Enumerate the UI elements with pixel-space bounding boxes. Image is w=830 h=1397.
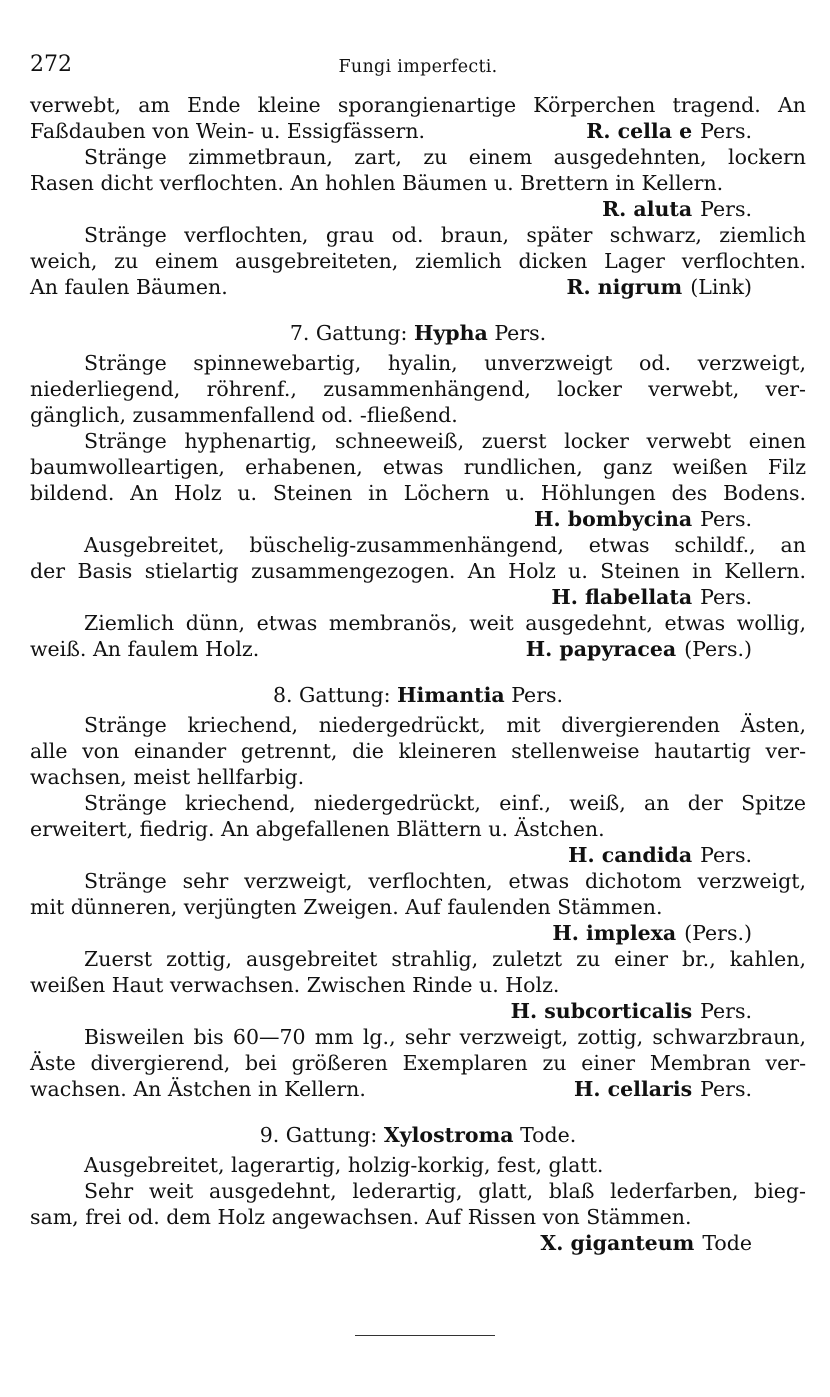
text-line: erweitert, fiedrig. An abgefallenen Blättern u. Ästchen. (30, 817, 605, 841)
species-name: H. papyracea (525, 637, 677, 661)
species-name: R. aluta (602, 197, 693, 221)
text-line: Stränge hyphenartig, schneeweiß, zuerst locker verwebt einen (84, 429, 806, 453)
text-line: mit dünneren, verjüngten Zweigen. Auf faulenden Stämmen. (30, 895, 663, 919)
text-line: bildend. An Holz u. Steinen in Löchern u. Höhlungen des Bodens. (30, 481, 806, 505)
species-name: H. flabellata (551, 585, 693, 609)
species-author: Pers. (700, 843, 752, 867)
genus-number: 8. Gattung: (272, 683, 391, 707)
species-name: H. candida (568, 843, 693, 867)
species-author: (Pers.) (684, 921, 752, 945)
species-author: Pers. (700, 585, 752, 609)
species-line (30, 1230, 806, 1256)
genus-number: 9. Gattung: (259, 1123, 378, 1147)
species-name: H. cellaris (574, 1077, 693, 1101)
species-line (30, 920, 806, 946)
genus-author: Tode. (520, 1123, 577, 1147)
text-line: Zuerst zottig, ausgebreitet strahlig, zuletzt zu einer br., kahlen, (84, 947, 806, 971)
text-line: Sehr weit ausgedehnt, lederartig, glatt, blaß lederfarben, bieg- (84, 1179, 806, 1203)
genus-heading (30, 320, 806, 346)
text-line: sam, frei od. dem Holz angewachsen. Auf Rissen von Stämmen. (30, 1205, 692, 1229)
species-author: (Pers.) (684, 637, 752, 661)
text-line: Stränge zimmetbraun, zart, zu einem ausgedehnten, lockern (84, 145, 806, 169)
text-line: Stränge verflochten, grau od. braun, später schwarz, ziemlich (84, 223, 806, 247)
text-line: Äste divergierend, bei größeren Exemplaren zu einer Membran ver- (30, 1051, 806, 1075)
text-line: Stränge spinnewebartig, hyalin, unverzweigt od. verzweigt, (84, 351, 806, 375)
species-name: H. bombycina (534, 507, 693, 531)
text-line: Stränge sehr verzweigt, verflochten, etwas dichotom verzweigt, (84, 869, 806, 893)
text-line: Stränge kriechend, niedergedrückt, mit divergierenden Ästen, (84, 713, 806, 737)
species-author: Tode (702, 1231, 752, 1255)
genus-name: Xylostroma (383, 1123, 514, 1147)
text-line: Ziemlich dünn, etwas membranös, weit ausgedehnt, etwas wollig, (84, 611, 806, 635)
text-line: niederliegend, röhrenf., zusammenhängend, locker verwebt, ver- (30, 377, 806, 401)
species-author: (Link) (690, 275, 752, 299)
species-line (30, 118, 806, 144)
genus-heading (30, 682, 806, 708)
text-line: baumwolleartigen, erhabenen, etwas rundlichen, ganz weißen Filz (30, 455, 806, 479)
text-line: Ausgebreitet, büschelig-zusammenhängend, etwas schildf., an (84, 533, 806, 557)
page (30, 52, 806, 1256)
species-name: H. subcorticalis (510, 999, 693, 1023)
genus-name: Himantia (397, 683, 505, 707)
text-line: alle von einander getrennt, die kleineren stellenweise hautartig ver- (30, 739, 806, 763)
text-line: gänglich, zusammenfallend od. -fließend. (30, 403, 458, 427)
genus-name: Hypha (413, 321, 488, 345)
text-line: weich, zu einem ausgebreiteten, ziemlich dicken Lager verflochten. (30, 249, 806, 273)
text-line: weiß. An faulem Holz. (30, 637, 260, 661)
species-line (30, 842, 806, 868)
species-author: Pers. (700, 119, 752, 143)
species-author: Pers. (700, 999, 752, 1023)
text-line: Faßdauben von Wein- u. Essigfässern. (30, 119, 426, 143)
genus-number: 7. Gattung: (289, 321, 408, 345)
text-line: An faulen Bäumen. (30, 275, 228, 299)
text-line: Stränge kriechend, niedergedrückt, einf., weiß, an der Spitze (84, 791, 806, 815)
species-line (30, 274, 806, 300)
species-line (30, 636, 806, 662)
page-number: 272 (30, 52, 72, 77)
species-author: Pers. (700, 197, 752, 221)
text-line: wachsen. An Ästchen in Kellern. (30, 1077, 366, 1101)
species-line (30, 1076, 806, 1102)
text-line: weißen Haut verwachsen. Zwischen Rinde u. Holz. (30, 973, 560, 997)
text-line: der Basis stielartig zusammengezogen. An Holz u. Steinen in Kellern. (30, 559, 806, 583)
text-line: Bisweilen bis 60—70 mm lg., sehr verzweigt, zottig, schwarzbraun, (84, 1025, 806, 1049)
species-author: Pers. (700, 1077, 752, 1101)
species-name: X. giganteum (540, 1231, 695, 1255)
species-line (30, 584, 806, 610)
genus-author: Pers. (494, 321, 547, 345)
species-line (30, 196, 806, 222)
species-name: H. implexa (552, 921, 677, 945)
text-line: wachsen, meist hellfarbig. (30, 765, 305, 789)
text-line: Rasen dicht verflochten. An hohlen Bäumen u. Brettern in Kellern. (30, 171, 724, 195)
species-author: Pers. (700, 507, 752, 531)
genus-author: Pers. (511, 683, 564, 707)
species-line (30, 998, 806, 1024)
species-name: R. nigrum (566, 275, 683, 299)
page-header (30, 52, 806, 84)
running-title: Fungi imperfecti. (338, 57, 498, 77)
genus-heading (30, 1122, 806, 1148)
species-line (30, 506, 806, 532)
text-line: Ausgebreitet, lagerartig, holzig-korkig, fest, glatt. (84, 1153, 604, 1177)
text-line: verwebt, am Ende kleine sporangienartige Körperchen tragend. An (30, 93, 806, 117)
bottom-rule (355, 1335, 495, 1336)
species-name: R. cella e (586, 119, 693, 143)
